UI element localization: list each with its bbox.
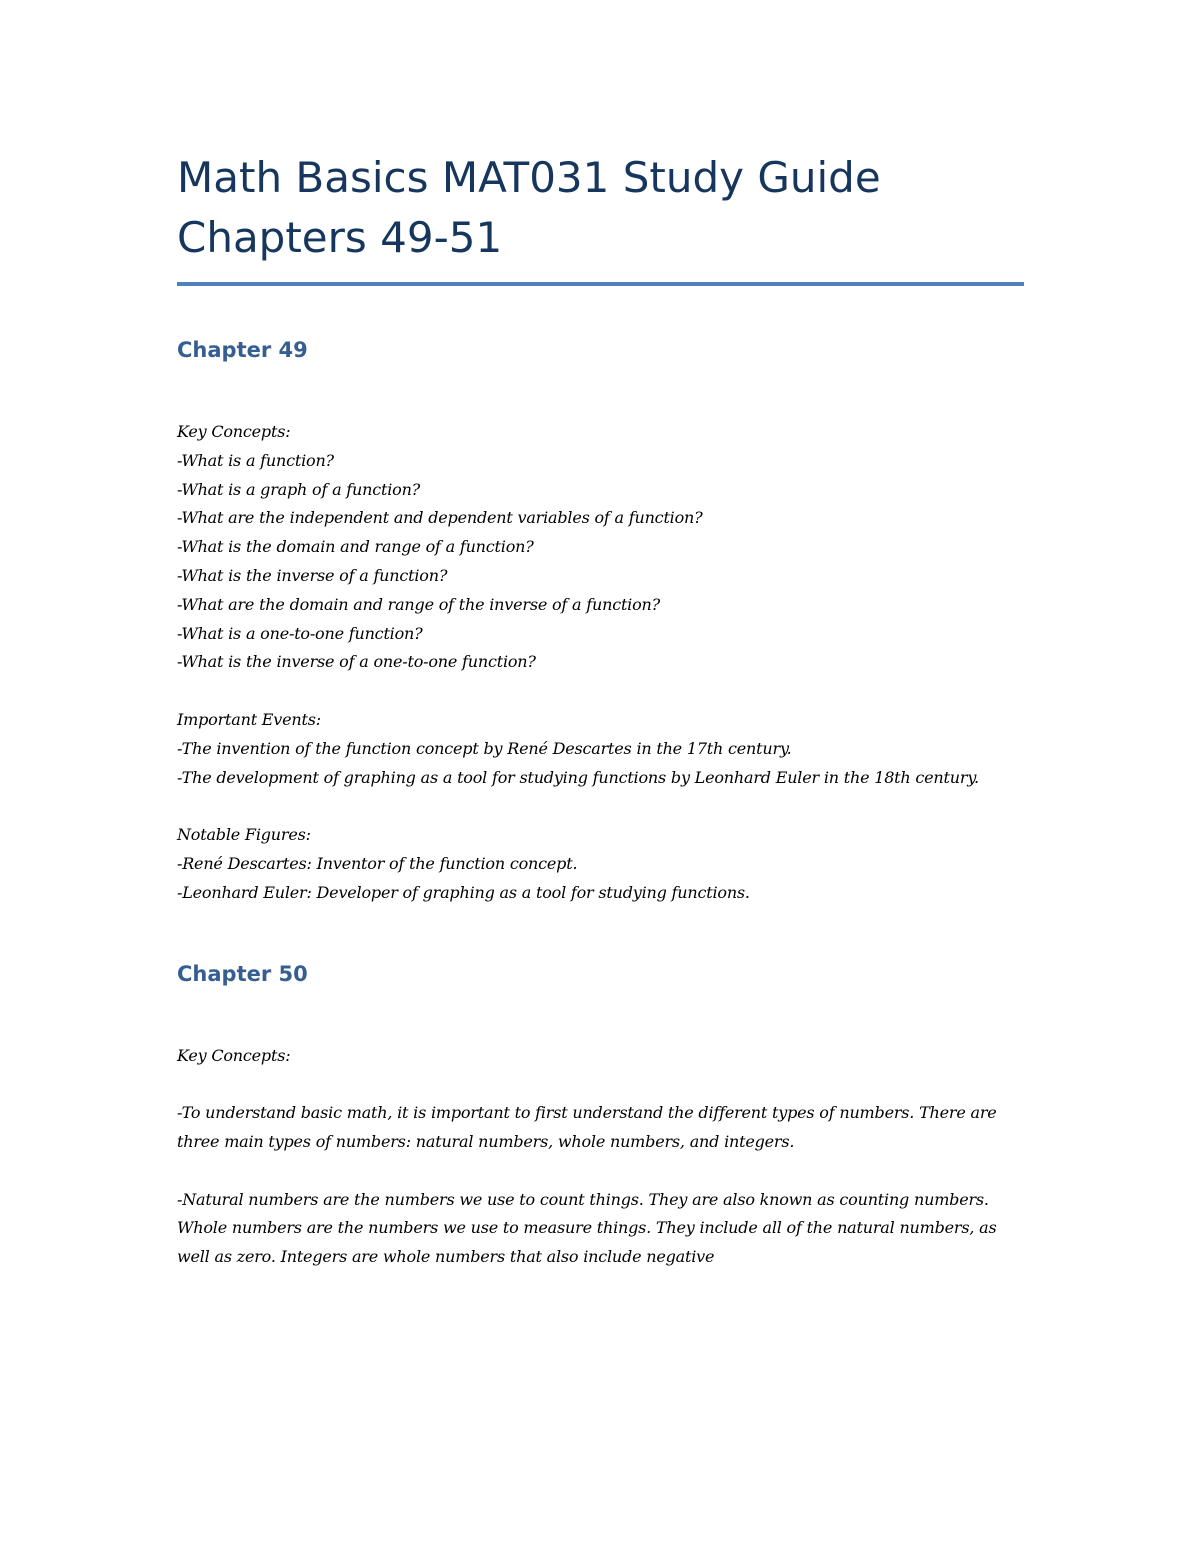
list-item: -What is the domain and range of a function?	[177, 537, 534, 557]
list-item: -Leonhard Euler: Developer of graphing as a tool for studying functions.	[177, 882, 750, 902]
list-item: -What is a one-to-one function?	[177, 623, 423, 643]
chapter-49-heading: Chapter 49	[177, 338, 308, 362]
list-item: -What are the domain and range of the inverse of a function?	[177, 594, 661, 614]
title-line-2: Chapters 49-51	[177, 213, 503, 262]
list-item: -What is the inverse of a one-to-one function?	[177, 652, 536, 672]
ch49-key-concepts-label: Key Concepts:	[177, 422, 291, 441]
ch50-key-concepts-label: Key Concepts:	[177, 1045, 291, 1065]
title-line-1: Math Basics MAT031 Study Guide	[177, 153, 881, 202]
list-item: -What is the inverse of a function?	[177, 565, 448, 585]
ch49-figures-label: Notable Figures:	[177, 825, 311, 845]
list-item: -René Descartes: Inventor of the function concept.	[177, 853, 578, 873]
chapter-50-heading: Chapter 50	[177, 961, 308, 986]
ch49-events-list	[177, 735, 1025, 793]
list-item: -The development of graphing as a tool for studying functions by Leonhard Euler in the 18th century.	[177, 767, 979, 787]
ch49-key-concepts-list	[177, 447, 1025, 677]
ch50-paragraph-1: -To understand basic math, it is important to first understand the different types of numbers. There are three main types of numbers: natural numbers, whole numbers, and integers.	[177, 1103, 997, 1151]
ch49-figures-list	[177, 850, 1025, 908]
document-title	[177, 148, 1025, 268]
list-item: -The invention of the function concept by René Descartes in the 17th century.	[177, 738, 792, 758]
document-body	[177, 148, 1025, 1272]
list-item: -What is a graph of a function?	[177, 479, 421, 499]
ch50-paragraph-2: -Natural numbers are the numbers we use to count things. They are also known as counting numbers. Whole numbers are the numbers we use to measure things. They include all of the natural numbers, as well as zero. Integers are whole numbers that also include negative	[177, 1189, 997, 1267]
list-item: -What is a function?	[177, 450, 334, 470]
title-underline-rule	[177, 282, 1024, 286]
ch49-events-label: Important Events:	[177, 709, 321, 729]
list-item: -What are the independent and dependent variables of a function?	[177, 508, 703, 528]
